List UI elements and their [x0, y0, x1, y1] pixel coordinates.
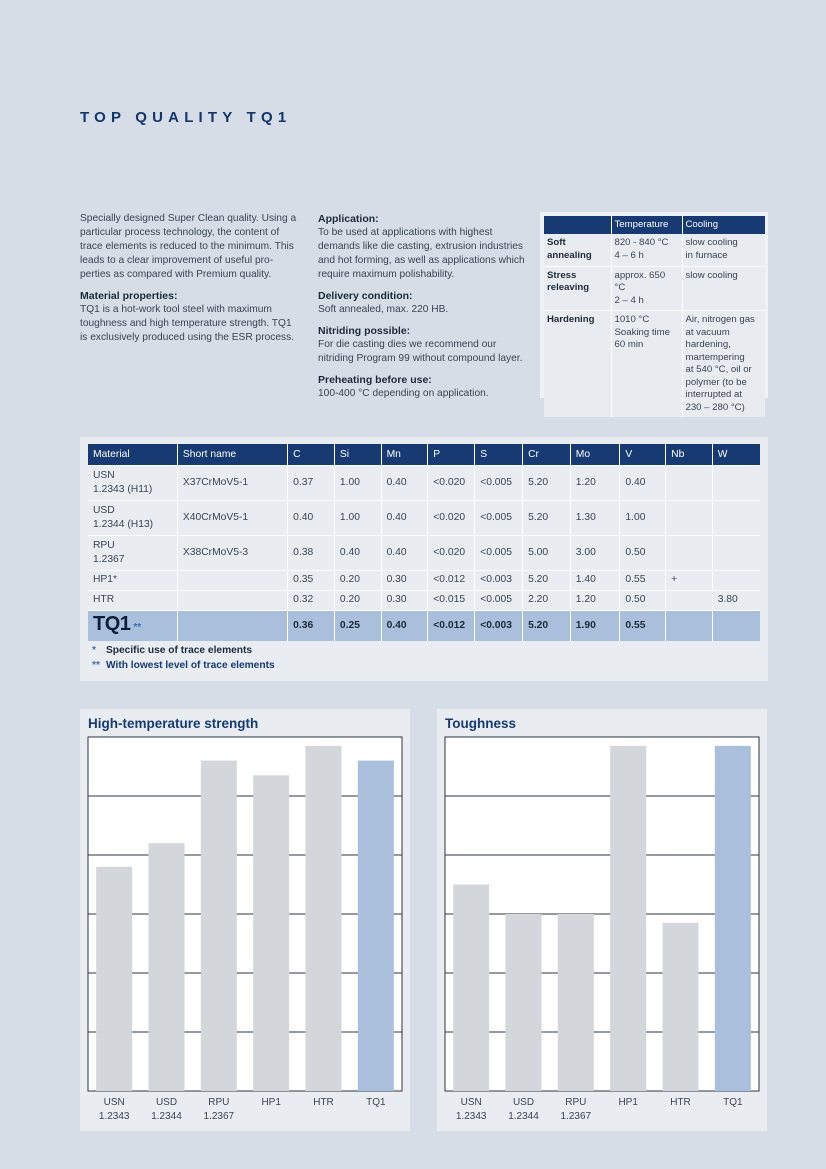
value-cell: +	[666, 570, 713, 590]
value-cell	[712, 535, 760, 570]
value-cell: 0.36	[288, 610, 335, 641]
value-cell: 1.40	[570, 570, 620, 590]
table-row	[88, 500, 760, 535]
value-cell: 0.32	[288, 590, 335, 610]
bar	[149, 843, 185, 1091]
value-cell: 5.20	[523, 500, 571, 535]
footnote	[92, 660, 275, 671]
ht-header-cooling: Cooling	[682, 216, 765, 234]
short-name-cell: X37CrMoV5-1	[177, 465, 287, 500]
chart-panel-toughness	[437, 709, 767, 1131]
value-cell	[712, 500, 760, 535]
tick-label: HP1	[618, 1097, 638, 1108]
composition-header-row	[88, 444, 760, 465]
bar	[253, 775, 289, 1091]
tick-label: USN 1.2343	[98, 1097, 130, 1122]
footnote-mark: **	[92, 660, 100, 671]
value-cell: 0.38	[288, 535, 335, 570]
tick-label: HTR	[670, 1097, 691, 1108]
ht-row	[544, 234, 765, 266]
tq1-material-cell	[88, 610, 177, 641]
footnote-text: With lowest level of trace elements	[106, 660, 275, 671]
value-cell: 0.35	[288, 570, 335, 590]
value-cell: 1.00	[620, 500, 666, 535]
heat-treatment-table	[544, 216, 765, 417]
ht-row-cooling: slow cooling in furnace	[682, 234, 765, 266]
chart-title: Toughness	[445, 716, 517, 731]
bar	[306, 746, 342, 1091]
ht-row-label: Stress releaving	[544, 266, 611, 311]
col-header: Nb	[666, 444, 713, 465]
value-cell: 0.20	[334, 590, 381, 610]
tick-label: RPU 1.2367	[203, 1097, 235, 1122]
col-header: V	[620, 444, 666, 465]
value-cell: <0.003	[475, 570, 523, 590]
material-cell: HTR	[88, 590, 177, 610]
ht-row	[544, 311, 765, 418]
short-name-cell: X38CrMoV5-3	[177, 535, 287, 570]
ht-row-temp: 1010 °C Soaking time 60 min	[611, 311, 682, 418]
short-name-cell	[177, 610, 287, 641]
tick-label: USN 1.2343	[455, 1097, 487, 1122]
value-cell: 5.20	[523, 570, 571, 590]
ht-row-temp: 820 - 840 °C 4 – 6 h	[611, 234, 682, 266]
value-cell: <0.005	[475, 465, 523, 500]
tq1-logo: TQ1	[93, 612, 131, 635]
value-cell: <0.012	[428, 570, 475, 590]
intro-text: Specially designed Super Clean quality. Using a particular process technology, the content of trace elements is reduced to the minimum. This leads to a clear improvement of useful properties as compared with Premium quality.	[80, 213, 297, 280]
value-cell: 5.00	[523, 535, 571, 570]
col-header: S	[475, 444, 523, 465]
col-header: Short name	[177, 444, 287, 465]
value-cell: 0.55	[620, 570, 666, 590]
value-cell: 3.00	[570, 535, 620, 570]
chart-panel-strength	[80, 709, 410, 1131]
material-cell: RPU 1.2367	[88, 535, 177, 570]
value-cell	[666, 610, 713, 641]
tq1-stars: **	[133, 621, 142, 633]
short-name-cell	[177, 590, 287, 610]
ht-row-label: Hardening	[544, 311, 611, 418]
value-cell: 0.40	[381, 465, 428, 500]
value-cell: 0.40	[381, 610, 428, 641]
footnote-text: Specific use of trace elements	[106, 645, 253, 656]
tick-label: USD 1.2344	[151, 1097, 182, 1122]
value-cell: 1.20	[570, 590, 620, 610]
value-cell: <0.005	[475, 535, 523, 570]
material-cell: USD 1.2344 (H13)	[88, 500, 177, 535]
ht-row	[544, 266, 765, 311]
value-cell: 0.30	[381, 590, 428, 610]
toughness-chart	[437, 709, 767, 1131]
value-cell: <0.020	[428, 500, 475, 535]
text-column-middle	[318, 212, 532, 408]
value-cell: 0.40	[288, 500, 335, 535]
short-name-cell	[177, 570, 287, 590]
col-header: P	[428, 444, 475, 465]
table-row	[88, 465, 760, 500]
footnote	[92, 645, 252, 656]
col-header: Mn	[381, 444, 428, 465]
value-cell: 0.20	[334, 570, 381, 590]
ht-header-blank	[544, 216, 611, 234]
bar	[96, 867, 132, 1091]
material-cell: USN 1.2343 (H11)	[88, 465, 177, 500]
footnote-mark: *	[92, 645, 96, 656]
bar	[201, 761, 237, 1091]
col-header: Material	[88, 444, 177, 465]
preheating-heading: Preheating before use:	[318, 374, 432, 386]
col-header: Cr	[523, 444, 571, 465]
table-row-tq1	[88, 610, 760, 641]
value-cell: 0.40	[334, 535, 381, 570]
value-cell	[712, 610, 760, 641]
tick-label: TQ1	[366, 1097, 386, 1108]
bar	[506, 914, 542, 1091]
value-cell: 0.50	[620, 535, 666, 570]
text-column-left	[80, 212, 298, 352]
heat-treatment-panel	[540, 212, 768, 413]
value-cell	[666, 535, 713, 570]
value-cell: 0.30	[381, 570, 428, 590]
strength-chart	[80, 709, 410, 1131]
value-cell: <0.012	[428, 610, 475, 641]
table-row	[88, 535, 760, 570]
tick-label: TQ1	[723, 1097, 743, 1108]
value-cell: <0.020	[428, 465, 475, 500]
value-cell: 1.00	[334, 465, 381, 500]
ht-row-cooling: slow cooling	[682, 266, 765, 311]
composition-table	[88, 444, 760, 641]
tick-label: USD 1.2344	[508, 1097, 539, 1122]
ht-row-temp: approx. 650 °C 2 – 4 h	[611, 266, 682, 311]
value-cell: <0.003	[475, 610, 523, 641]
col-header: C	[288, 444, 335, 465]
value-cell: <0.015	[428, 590, 475, 610]
value-cell: 1.00	[334, 500, 381, 535]
delivery-text: Soft annealed, max. 220 HB.	[318, 304, 449, 315]
value-cell: 0.55	[620, 610, 666, 641]
value-cell	[666, 590, 713, 610]
table-row	[88, 570, 760, 590]
value-cell: 5.20	[523, 610, 571, 641]
value-cell	[666, 500, 713, 535]
nitriding-heading: Nitriding possible:	[318, 325, 411, 337]
bar	[558, 914, 594, 1091]
bar	[453, 885, 489, 1092]
tick-label: HP1	[261, 1097, 281, 1108]
short-name-cell: X40CrMoV5-1	[177, 500, 287, 535]
value-cell: 0.40	[381, 535, 428, 570]
value-cell: 0.50	[620, 590, 666, 610]
application-text: To be used at applications with highest demands like die casting, extrusion industries and hot forming, as well as applications which require maximum polishability.	[318, 227, 525, 280]
value-cell: 0.37	[288, 465, 335, 500]
material-cell: HP1*	[88, 570, 177, 590]
material-properties-text: TQ1 is a hot-work tool steel with maximum toughness and high temperature strength. TQ1 is exclusively produced using the ESR process.	[80, 304, 295, 343]
value-cell: <0.005	[475, 500, 523, 535]
preheating-text: 100-400 °C depending on application.	[318, 388, 489, 399]
bar	[715, 746, 751, 1091]
value-cell: <0.020	[428, 535, 475, 570]
bar	[663, 923, 699, 1091]
ht-row-cooling: Air, nitrogen gas at vacuum hardening, martempering at 540 °C, oil or polymer (to be interrupted at 230 – 280 °C)	[682, 311, 765, 418]
value-cell	[712, 465, 760, 500]
material-properties-heading: Material properties:	[80, 290, 178, 302]
ht-row-label: Soft annealing	[544, 234, 611, 266]
bar	[610, 746, 646, 1091]
value-cell: 1.30	[570, 500, 620, 535]
table-row	[88, 590, 760, 610]
value-cell: 1.20	[570, 465, 620, 500]
chart-title: High-temperature strength	[88, 716, 259, 731]
value-cell: 0.25	[334, 610, 381, 641]
ht-header-temperature: Temperature	[611, 216, 682, 234]
nitriding-text: For die casting dies we recommend our nitriding Program 99 without compound layer.	[318, 339, 523, 364]
value-cell: 5.20	[523, 465, 571, 500]
bar	[358, 761, 394, 1091]
value-cell: 0.40	[381, 500, 428, 535]
value-cell: 0.40	[620, 465, 666, 500]
value-cell: 1.90	[570, 610, 620, 641]
col-header: Mo	[570, 444, 620, 465]
application-heading: Application:	[318, 213, 379, 225]
value-cell	[666, 465, 713, 500]
delivery-heading: Delivery condition:	[318, 290, 413, 302]
tick-label: RPU 1.2367	[560, 1097, 592, 1122]
col-header: Si	[334, 444, 381, 465]
value-cell: 3.80	[712, 590, 760, 610]
value-cell: <0.005	[475, 590, 523, 610]
composition-panel	[80, 437, 768, 681]
col-header: W	[712, 444, 760, 465]
value-cell	[712, 570, 760, 590]
tick-label: HTR	[313, 1097, 334, 1108]
page-title: TOP QUALITY TQ1	[80, 109, 292, 126]
value-cell: 2.20	[523, 590, 571, 610]
